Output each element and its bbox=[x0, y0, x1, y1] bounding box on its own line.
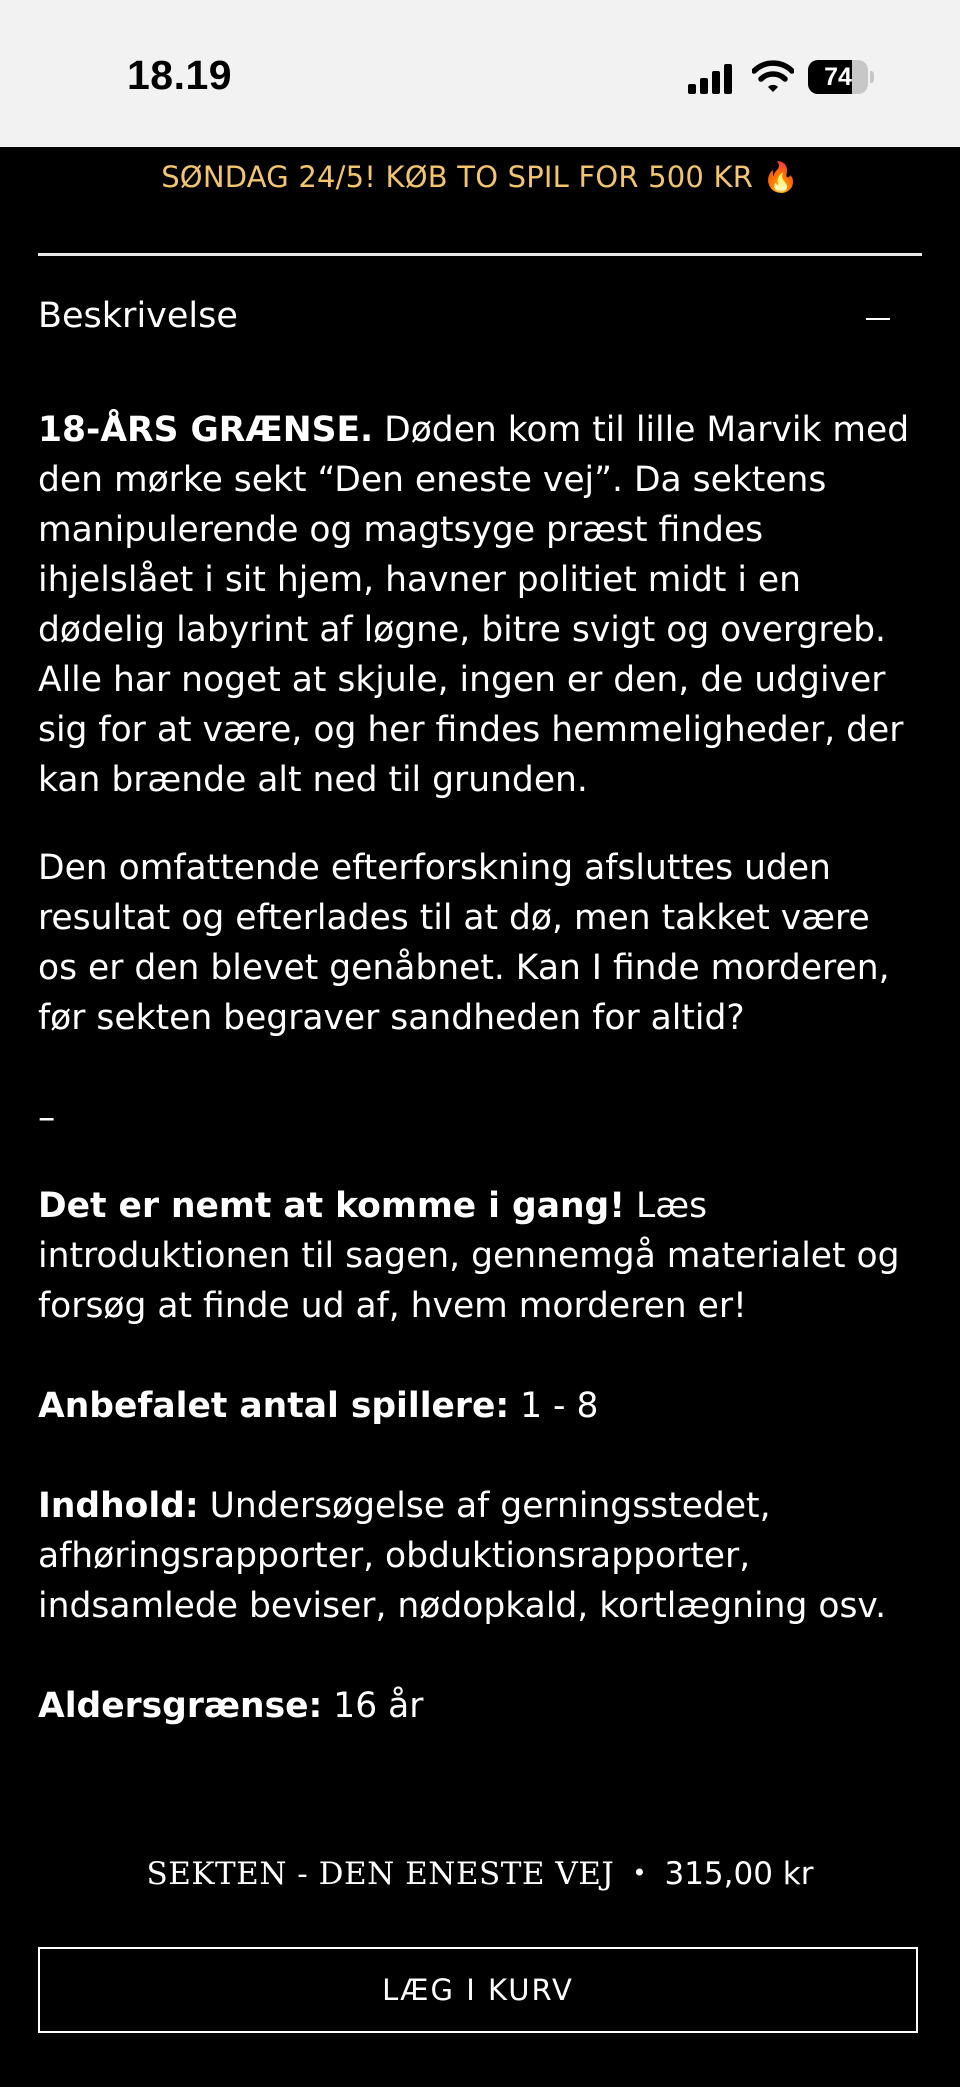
age-value: 16 år bbox=[322, 1686, 424, 1726]
age-info bbox=[38, 1681, 918, 1731]
getting-started-text: Læs introduktionen til sagen, gennemgå materialet og forsøg at finde ud af, hvem morderen er! bbox=[38, 1186, 900, 1326]
wifi-icon bbox=[752, 60, 794, 94]
product-price: 315,00 kr bbox=[664, 1856, 814, 1892]
promo-banner[interactable]: SØNDAG 24/5! KØB TO SPIL FOR 500 KR 🔥 bbox=[161, 160, 799, 194]
cellular-signal-icon bbox=[688, 64, 734, 94]
product-separator: • bbox=[632, 1859, 647, 1887]
getting-started-paragraph bbox=[38, 1181, 918, 1331]
add-to-cart-button[interactable]: LÆG I KURV bbox=[38, 1947, 918, 2033]
players-info bbox=[38, 1381, 918, 1431]
intro-text: Døden kom til lille Marvik med den mørke sekt “Den eneste vej”. Da sektens manipulerende og magtsyge præst findes ihjelslået i sit hjem, havner politiet midt i en dødelig labyrint af løgne, bitre svigt og overgreb. Alle har noget at skjule, ingen er den, de udgiver sig for at være, og her findes hemmeligheder, der kan brænde alt ned til grunden. bbox=[38, 410, 910, 800]
contents-value: Undersøgelse af gerningsstedet, afhøringsrapporter, obduktionsrapporter, indsamlede beviser, nødopkald, kortlægning osv. bbox=[38, 1486, 887, 1626]
contents-label: Indhold: bbox=[38, 1486, 199, 1526]
description-title: Beskrivelse bbox=[38, 296, 238, 336]
battery-icon bbox=[808, 60, 868, 94]
product-summary bbox=[0, 1856, 960, 1892]
product-name: SEKTEN - DEN ENESTE VEJ bbox=[146, 1856, 615, 1892]
battery-tip bbox=[870, 71, 874, 83]
investigation-paragraph: Den omfattende efterforskning afsluttes uden resultat og efterlades til at dø, men takket være os er den blevet genåbnet. Kan I finde morderen, før sekten begraver sandheden for altid? bbox=[38, 848, 890, 1038]
players-value: 1 - 8 bbox=[509, 1386, 599, 1426]
section-divider bbox=[38, 253, 922, 256]
battery-level: 74 bbox=[824, 63, 852, 91]
age-warning: 18-ÅRS GRÆNSE. bbox=[38, 410, 374, 450]
intro-paragraph bbox=[38, 405, 918, 805]
separator-dash: – bbox=[38, 1098, 56, 1138]
status-bar bbox=[0, 0, 960, 147]
age-label: Aldersgrænse: bbox=[38, 1686, 323, 1726]
collapse-minus-icon[interactable] bbox=[866, 318, 890, 320]
description-accordion-header[interactable] bbox=[38, 296, 922, 346]
battery-indicator bbox=[808, 60, 874, 94]
players-label: Anbefalet antal spillere: bbox=[38, 1386, 510, 1426]
getting-started-label: Det er nemt at komme i gang! bbox=[38, 1186, 625, 1226]
status-time: 18.19 bbox=[127, 52, 233, 98]
description-content bbox=[38, 405, 918, 1731]
contents-info bbox=[38, 1481, 918, 1631]
